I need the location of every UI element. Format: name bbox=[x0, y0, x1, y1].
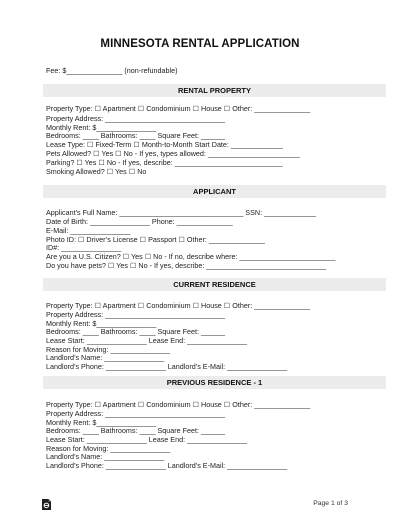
date-of-birth-field: Date of Birth: _______________ Phone: ______________ bbox=[46, 217, 233, 226]
section-header-previous-residence: PREVIOUS RESIDENCE - 1 bbox=[43, 376, 386, 389]
pets-allowed-field: Pets Allowed? ☐ Yes ☐ No - If yes, types allowed: _______________________ bbox=[46, 149, 300, 158]
photo-id-field: Photo ID: ☐ Driver’s License ☐ Passport ☐ Other: ______________ bbox=[46, 235, 265, 244]
fee-field: Fee: $______________ (non-refundable) bbox=[46, 66, 178, 75]
current-reason-for-moving-field: Reason for Moving: _______________ bbox=[46, 345, 171, 354]
current-lease-dates-field: Lease Start: _______________ Lease End: _______________ bbox=[46, 336, 248, 345]
current-bedrooms-field: Bedrooms: ____ Bathrooms: ____ Square Feet: ______ bbox=[46, 327, 226, 336]
us-citizen-field: Are you a U.S. Citizen? ☐ Yes ☐ No - If no, describe where: ________________________ bbox=[46, 252, 336, 261]
previous-bedrooms-field: Bedrooms: ____ Bathrooms: ____ Square Feet: ______ bbox=[46, 426, 226, 435]
email-field: E-Mail: _______________ bbox=[46, 226, 131, 235]
previous-landlord-name-field: Landlord’s Name: _______________ bbox=[46, 452, 165, 461]
previous-reason-for-moving-field: Reason for Moving: _______________ bbox=[46, 444, 171, 453]
current-landlord-name-field: Landlord’s Name: _______________ bbox=[46, 353, 165, 362]
previous-monthly-rent-field: Monthly Rent: $_______________ bbox=[46, 418, 157, 427]
document-title: MINNESOTA RENTAL APPLICATION bbox=[100, 38, 300, 50]
previous-landlord-contact-field: Landlord’s Phone: _______________ Landlord’s E-Mail: _______________ bbox=[46, 461, 288, 470]
smoking-allowed-field: Smoking Allowed? ☐ Yes ☐ No bbox=[46, 167, 147, 176]
monthly-rent-field: Monthly Rent: $_______________ bbox=[46, 123, 157, 132]
current-landlord-contact-field: Landlord’s Phone: _______________ Landlord’s E-Mail: _______________ bbox=[46, 362, 288, 371]
previous-lease-dates-field: Lease Start: _______________ Lease End: _______________ bbox=[46, 435, 248, 444]
previous-property-address-field: Property Address: ______________________________ bbox=[46, 409, 226, 418]
section-header-applicant: APPLICANT bbox=[43, 185, 386, 198]
eforms-logo-icon bbox=[40, 498, 53, 511]
applicant-name-field: Applicant’s Full Name: _______________________________ SSN: _____________ bbox=[46, 208, 317, 217]
pets-field: Do you have pets? ☐ Yes ☐ No - If yes, describe: ______________________________ bbox=[46, 261, 327, 270]
id-number-field: ID#: _______________ bbox=[46, 243, 122, 252]
section-header-rental-property: RENTAL PROPERTY bbox=[43, 84, 386, 97]
current-property-type-field: Property Type: ☐ Apartment ☐ Condominium ☐ House ☐ Other: ______________ bbox=[46, 301, 311, 310]
bedrooms-bathrooms-field: Bedrooms: ____ Bathrooms: ____ Square Feet: ______ bbox=[46, 131, 226, 140]
section-header-current-residence: CURRENT RESIDENCE bbox=[43, 278, 386, 291]
page-number: Page 1 of 3 bbox=[313, 500, 348, 507]
property-type-field: Property Type: ☐ Apartment ☐ Condominium ☐ House ☐ Other: ______________ bbox=[46, 104, 311, 113]
lease-type-field: Lease Type: ☐ Fixed-Term ☐ Month-to-Month Start Date: _____________ bbox=[46, 140, 283, 149]
previous-property-type-field: Property Type: ☐ Apartment ☐ Condominium ☐ House ☐ Other: ______________ bbox=[46, 400, 311, 409]
current-property-address-field: Property Address: ______________________________ bbox=[46, 310, 226, 319]
property-address-field: Property Address: ______________________________ bbox=[46, 114, 226, 123]
parking-field: Parking? ☐ Yes ☐ No - If yes, describe: ___________________________ bbox=[46, 158, 283, 167]
current-monthly-rent-field: Monthly Rent: $_______________ bbox=[46, 319, 157, 328]
